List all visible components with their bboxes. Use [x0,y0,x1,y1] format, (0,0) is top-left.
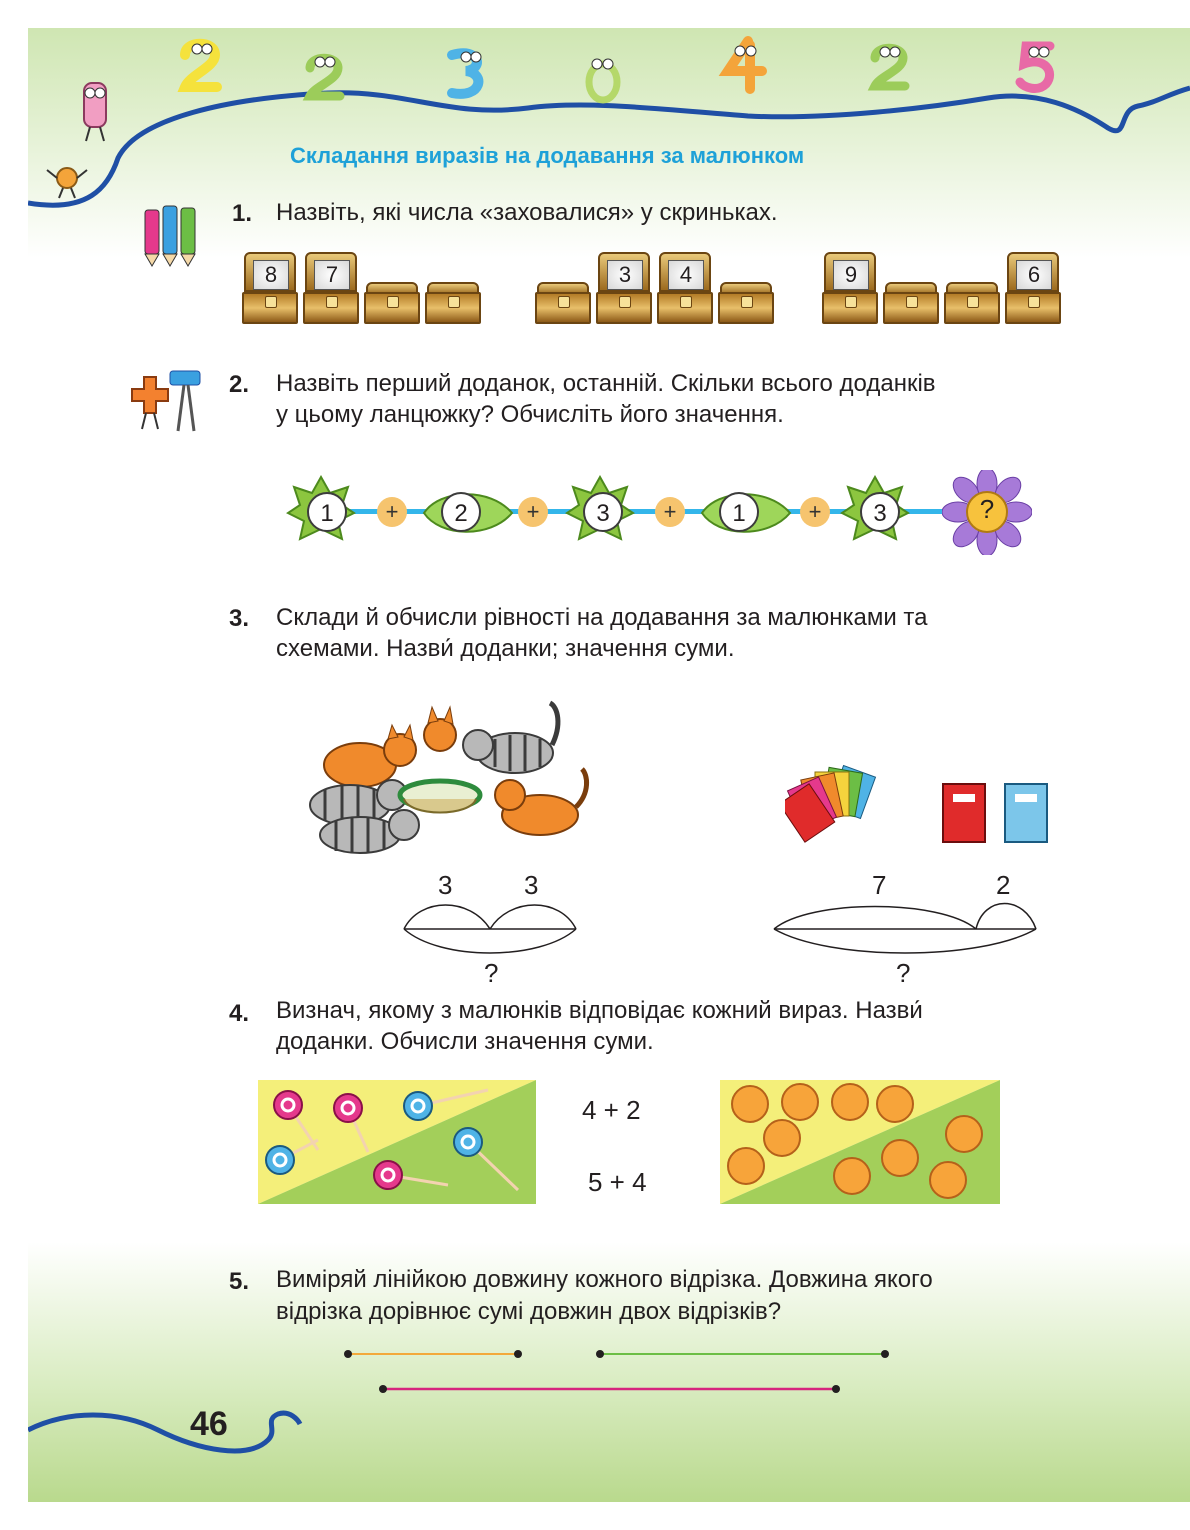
task-5-line-1: Виміряй лінійкою довжину кожного відрізка. Довжина якого [276,1266,933,1293]
arc-scheme-diagram [770,895,1040,965]
footer-wave [28,1400,328,1470]
task-4-line-1: Визнач, якому з малюнків відповідає кожний вираз. Назви́ [276,997,923,1024]
scheme-right-addend: 3 [524,870,539,900]
chest-number: 4 [668,260,704,290]
chain-term: 3 [583,492,623,532]
oranges-picture [720,1080,1000,1204]
task-2-line-2: у цьому ланцюжку? Обчисліть його значення. [276,401,784,428]
task-1-text: Назвіть, які числа «заховалися» у скриньках. [276,199,778,226]
number-zero-character-icon [578,50,628,110]
chain-plus: + [800,497,830,527]
orange-cat-icon [324,725,416,787]
task-3-line-2: схемами. Назви́ доданки; значення суми. [276,635,735,662]
bowl-icon [400,781,480,813]
pencils-icon [135,200,215,270]
lollipops-picture [258,1080,536,1204]
orange-fruit-icon [732,1086,768,1122]
number-two-green-character-icon [865,40,915,100]
notebooks-picture [785,760,1065,860]
red-notebook-icon [943,784,985,842]
task-4-number: 4. [229,1000,250,1027]
lock-icon [906,296,918,308]
task-3-number: 3. [229,605,250,632]
number-two-character-icon [175,35,230,100]
chain-plus: + [655,497,685,527]
orange-cat-icon [495,769,587,835]
task-3-line-1: Склади й обчисли рівності на додавання за малюнками та [276,604,928,631]
lock-icon [680,296,692,308]
expression-1: 4 + 2 [582,1095,641,1125]
task-2-number: 2. [229,371,250,398]
scheme-right-addend: 2 [996,870,1011,900]
segment-magenta [379,1385,840,1393]
lock-icon [387,296,399,308]
number-five-character-icon [1010,38,1065,98]
page-title: Складання виразів на додавання за малюнком [290,143,805,168]
closed-chest [535,252,591,324]
blue-notebook-icon [1005,784,1047,842]
lock-icon [619,296,631,308]
task-5-number: 5. [229,1268,250,1295]
lock-icon [845,296,857,308]
segment-green [596,1350,889,1358]
chain-result: ? [979,494,995,524]
notebook-stack-icon [785,766,875,843]
star-character-icon [45,160,90,200]
orange-fruit-icon [728,1148,764,1184]
chain-plus: + [518,497,548,527]
chain-term: 1 [719,492,759,532]
chest [822,252,878,324]
orange-fruit-icon [782,1084,818,1120]
chest [303,252,359,324]
plus-character-icon [122,365,212,440]
chest-number: 9 [833,260,869,290]
closed-chest [425,252,481,324]
lock-icon [558,296,570,308]
lock-icon [265,296,277,308]
lock-icon [448,296,460,308]
chain-term: 2 [441,492,481,532]
chain-term: 1 [307,492,347,532]
lock-icon [326,296,338,308]
chest [1005,252,1061,324]
task-5-line-2: відрізка дорівнює сумі довжин двох відрізків? [276,1298,782,1325]
cats-with-bowl-picture [300,695,600,865]
chest [596,252,652,324]
scheme-left-addend: 3 [438,870,453,900]
lock-icon [1028,296,1040,308]
number-two-green-character-icon [300,50,350,105]
chain-term: 3 [860,492,900,532]
chest-number: 6 [1016,260,1052,290]
orange-fruit-icon [877,1086,913,1122]
closed-chest [883,252,939,324]
task-1-number: 1. [232,200,253,227]
task-2-line-1: Назвіть перший доданок, останній. Скільки всього доданків [276,370,936,397]
chest [242,252,298,324]
task-4-line-2: доданки. Обчисли значення суми. [276,1028,654,1055]
scheme-total: ? [484,958,499,988]
orange-fruit-icon [764,1120,800,1156]
number-three-character-icon [440,45,495,105]
chest [657,252,713,324]
orange-fruit-icon [946,1116,982,1152]
closed-chest [364,252,420,324]
lock-icon [967,296,979,308]
page-number: 46 [190,1405,228,1443]
orange-fruit-icon [930,1162,966,1198]
chest-number: 8 [253,260,289,290]
expression-2: 5 + 4 [588,1167,647,1197]
chest-number: 3 [607,260,643,290]
arc-scheme-diagram [400,895,580,965]
segment-orange [344,1350,522,1358]
number-four-character-icon [718,35,773,95]
chest-number: 7 [314,260,350,290]
scheme-total: ? [896,958,911,988]
orange-fruit-icon [832,1084,868,1120]
number-one-character-icon [70,75,120,145]
chain-plus: + [377,497,407,527]
orange-fruit-icon [882,1140,918,1176]
orange-fruit-icon [834,1158,870,1194]
lock-icon [741,296,753,308]
closed-chest [718,252,774,324]
segments-diagram [340,1340,900,1400]
closed-chest [944,252,1000,324]
scheme-left-addend: 7 [872,870,887,900]
orange-cat-icon [424,707,456,751]
striped-grey-cat-icon [463,703,558,773]
